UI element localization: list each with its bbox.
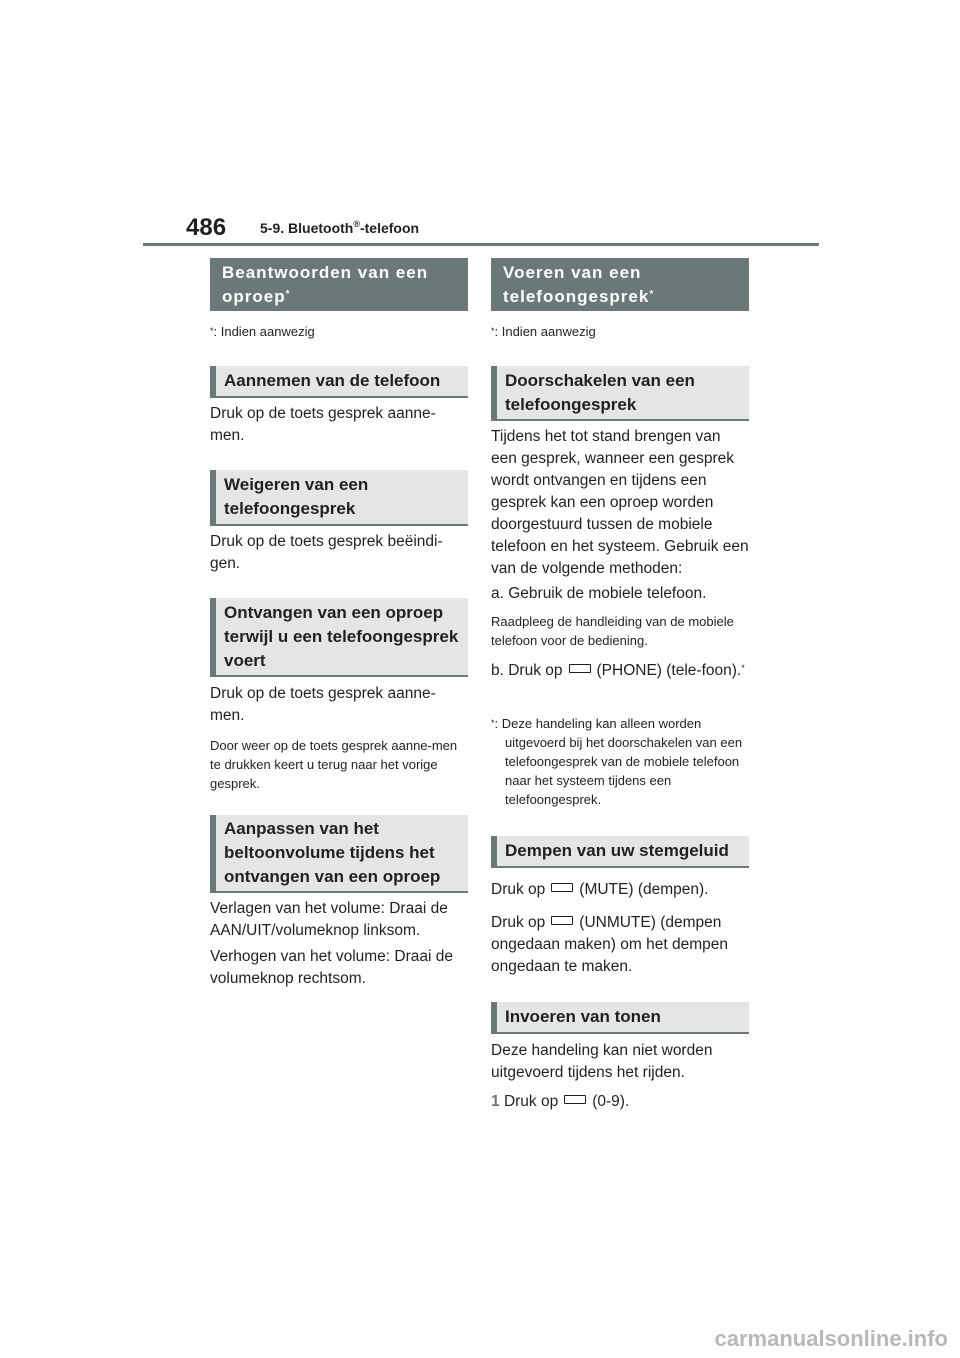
subheading-ringtone-volume: Aanpassen van het beltoonvolume tijdens het ontvangen van een oproep [210, 815, 468, 893]
section-header-answering [210, 258, 468, 311]
subheading-call-waiting: Ontvangen van een oproep terwijl u een telefoongesprek voert [210, 598, 468, 677]
right-column [491, 258, 749, 311]
mute-button-icon [551, 883, 573, 892]
subheading-accept-call: Aannemen van de telefoon [210, 366, 468, 398]
footnote-left: *: Indien aanwezig [210, 324, 315, 339]
asterisk: * [649, 288, 655, 300]
option-b-footnote: *: Deze handeling kan alleen worden uitgevoerd bij het doorschakelen van een telefoongesprek van de mobiele telefoon naar het systeem tijdens een telefoongesprek. [491, 716, 743, 807]
chapter-suffix: -telefoon [359, 220, 420, 236]
watermark: carmanualsonline.info [714, 1326, 948, 1351]
volume-down-text: Verlagen van het volume: Draai de AAN/UIT/volumeknop linksom. [210, 900, 448, 939]
reject-call-text: Druk op de toets gesprek beëindi-gen. [210, 533, 443, 572]
step-number: 1 [491, 1093, 500, 1110]
unmute-text: Druk op (UNMUTE) (dempen ongedaan maken) om het dempen ongedaan te maken. [491, 914, 728, 975]
page-number: 486 [186, 214, 227, 241]
section-header-talking [491, 258, 749, 311]
subheading-reject-call: Weigeren van een telefoongesprek [210, 470, 468, 526]
subheading-transfer-call: Doorschakelen van een telefoongesprek [491, 366, 749, 421]
accept-call-text: Druk op de toets gesprek aanne-men. [210, 405, 436, 444]
call-waiting-text: Druk op de toets gesprek aanne-men. [210, 685, 436, 724]
option-b-text: b. Druk op (PHONE) (tele-foon).* [491, 662, 745, 679]
section-title: Voeren van een telefoongesprek [503, 262, 650, 306]
chapter-prefix: 5-9. Bluetooth [260, 220, 354, 236]
header-rule [143, 243, 819, 246]
unmute-button-icon [551, 916, 573, 925]
transfer-call-text: Tijdens het tot stand brengen van een gesprek, wanneer een gesprek wordt ontvangen en tijdens een gesprek kan een oproep worden doorgestuurd tussen de mobiele telefoon en het systeem. Gebruik een van de volgende methoden: [491, 428, 749, 577]
phone-button-icon [569, 664, 591, 673]
subheading-enter-tones: Invoeren van tonen [491, 1002, 749, 1034]
asterisk: * [285, 288, 291, 300]
subheading-mute: Dempen van uw stemgeluid [491, 836, 749, 868]
registered-mark: ® [353, 219, 360, 229]
chapter-title [260, 218, 419, 238]
left-column [210, 258, 468, 311]
footnote-right: *: Indien aanwezig [491, 324, 596, 339]
step-1: 1 Druk op (0-9). [491, 1093, 630, 1110]
digits-button-icon [564, 1095, 586, 1104]
section-title: Beantwoorden van een oproep [222, 262, 429, 306]
volume-up-text: Verhogen van het volume: Draai de volumeknop rechtsom. [210, 948, 453, 987]
enter-tones-text: Deze handeling kan niet worden uitgevoerd tijdens het rijden. [491, 1042, 713, 1081]
mute-text: Druk op (MUTE) (dempen). [491, 881, 709, 898]
call-waiting-note: Door weer op de toets gesprek aanne-men te drukken keert u terug naar het vorige gesprek. [210, 738, 458, 791]
option-a-note: Raadpleeg de handleiding van de mobiele telefoon voor de bediening. [491, 614, 734, 648]
option-a-text: a. Gebruik de mobiele telefoon. [491, 585, 707, 602]
